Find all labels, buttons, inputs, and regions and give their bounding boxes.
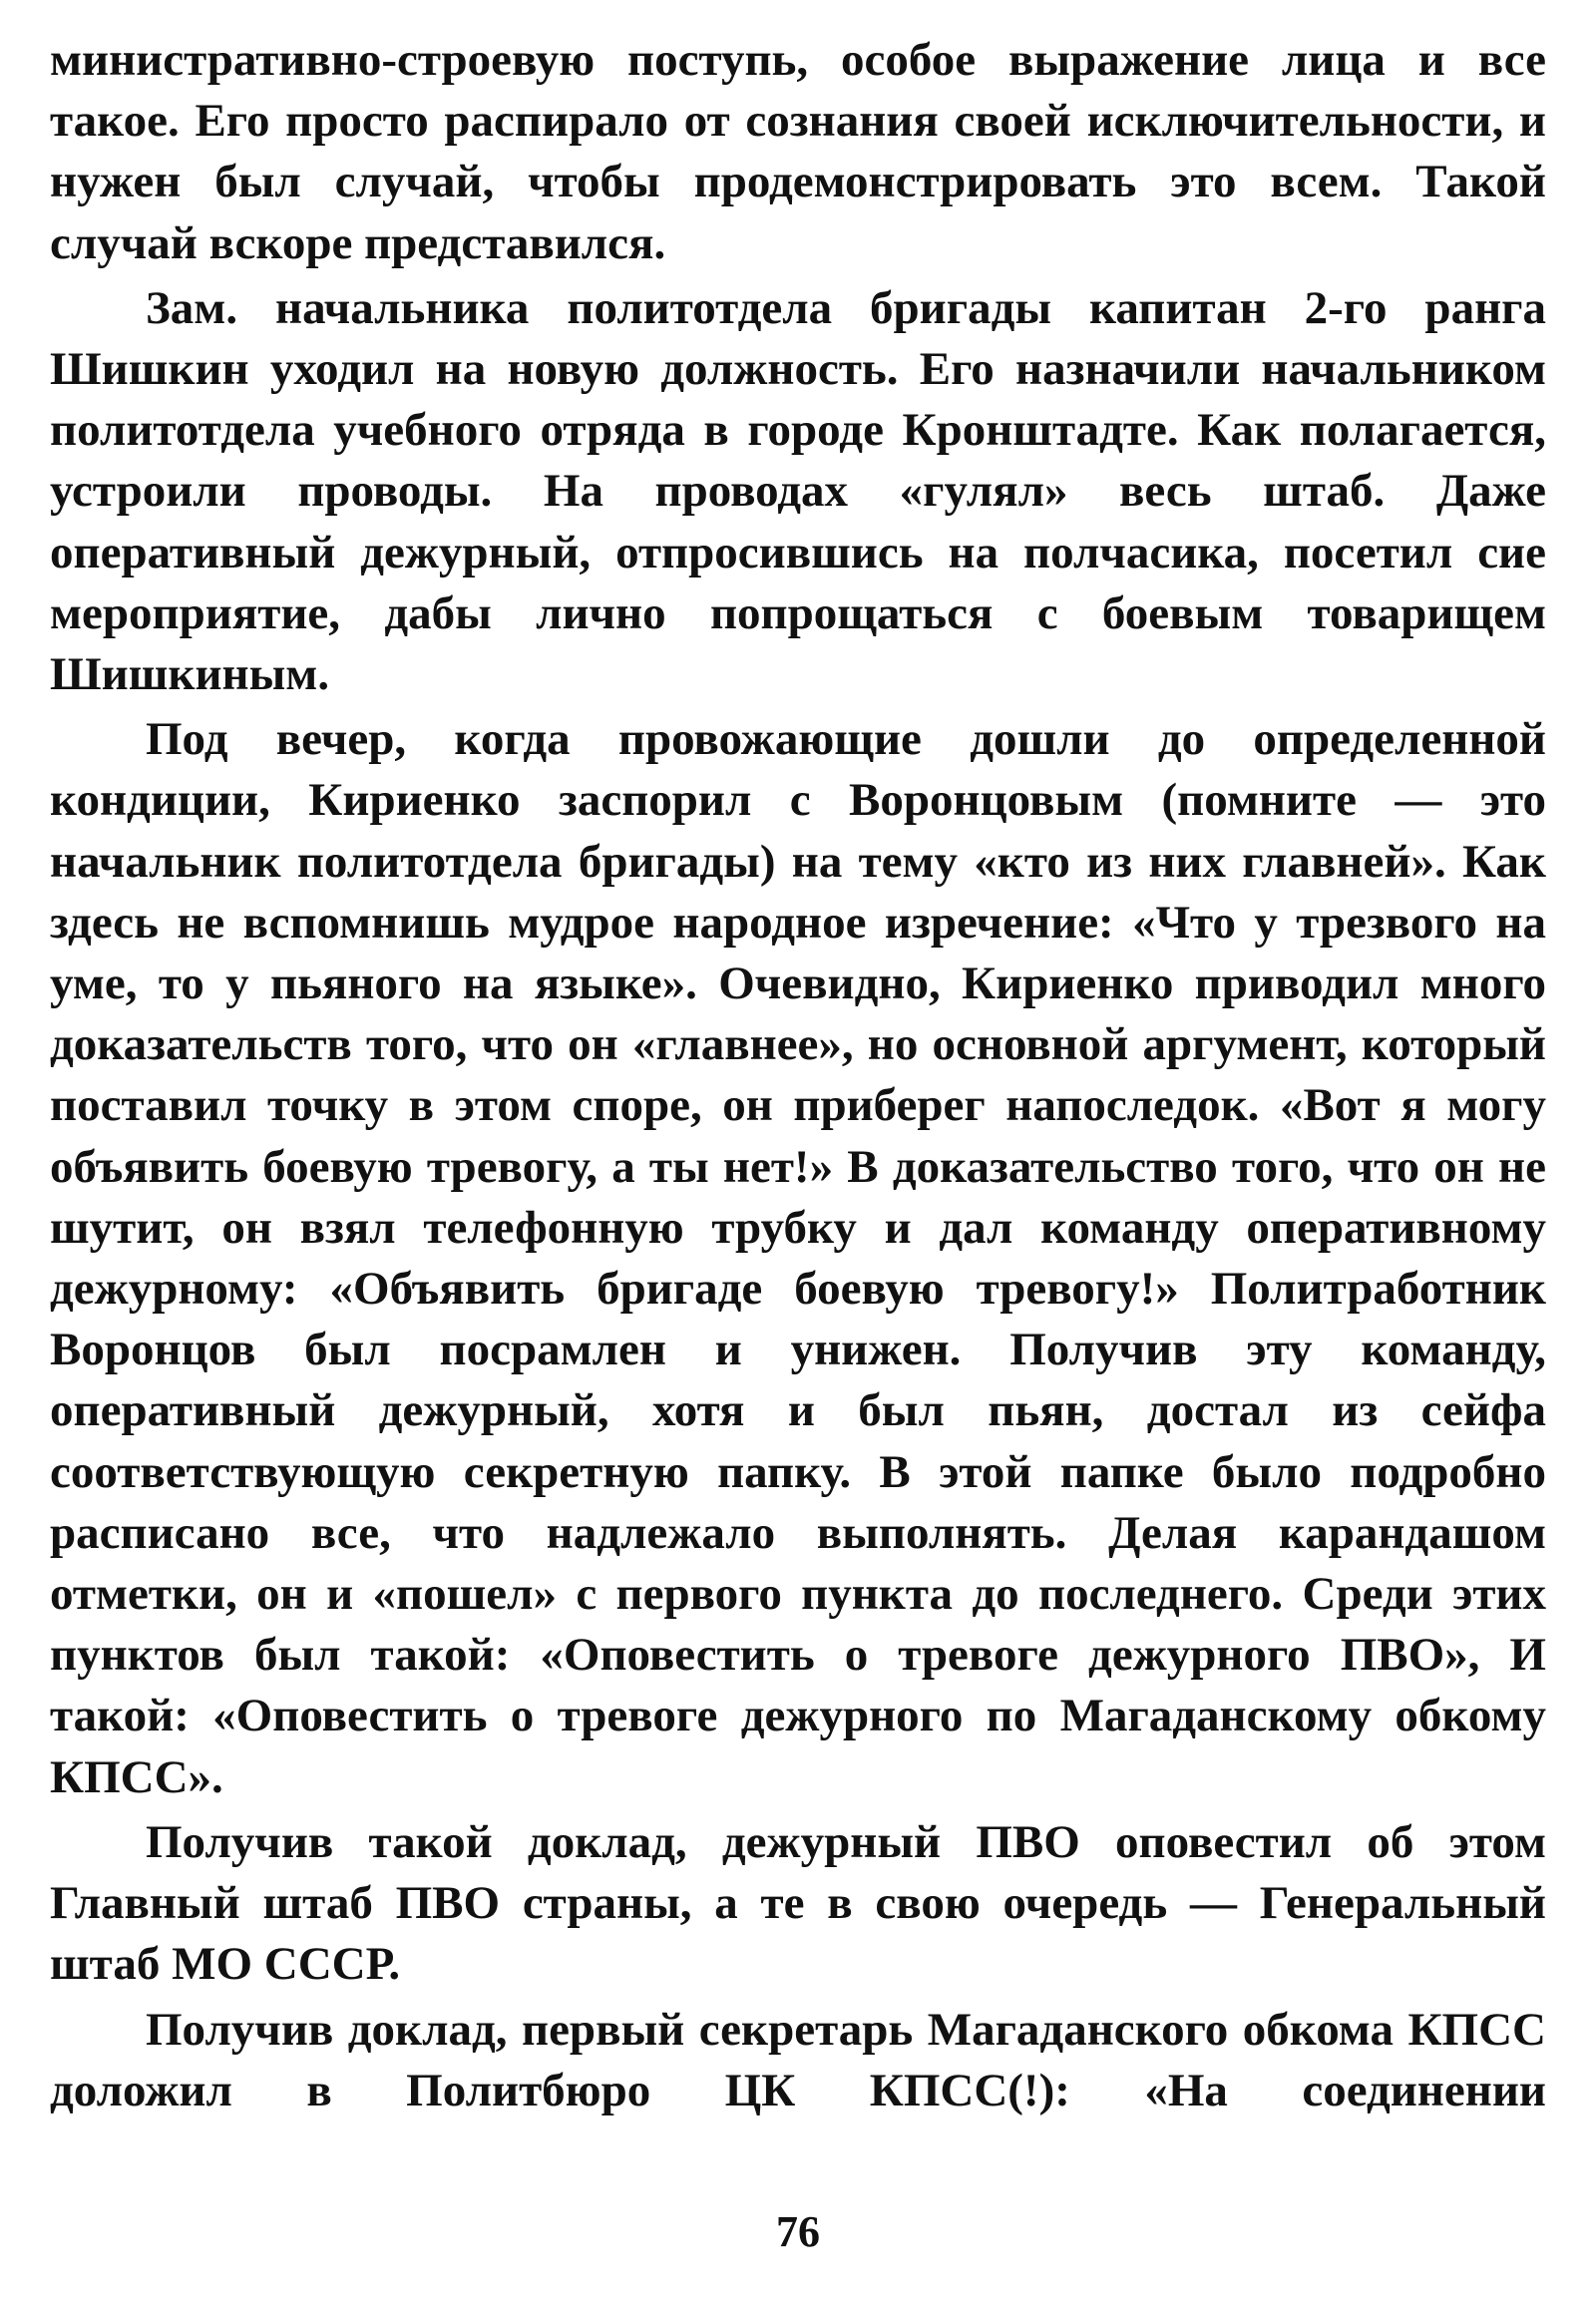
page-body [50,30,1546,2125]
paragraph-4: Получив такой доклад, дежурный ПВО оповестил об этом Главный штаб ПВО страны, а те в свою очередь — Генеральный штаб МО СССР. [50,1815,1546,1991]
paragraph-1: министративно-строевую поступь, особое выражение лица и все такое. Его просто распирало от сознания своей исключительности, и нужен был случай, чтобы продемонстрировать это всем. Такой случай вскоре представился. [50,34,1546,269]
paragraph-2: Зам. начальника политотдела бригады капитан 2-го ранга Шишкин уходил на новую должность. Его назначили начальником политотдела учебного отряда в городе Кронштадте. Как полагается, устроили проводы. На проводах «гулял» весь штаб. Даже оперативный дежурный, отпросившись на полчасика, посетил сие мероприятие, дабы лично попрощаться с боевым товарищем Шишкиным. [50,281,1546,701]
paragraph-3: Под вечер, когда провожающие дошли до определенной кондиции, Кириенко заспорил с Воронцовым (помните — это начальник политотдела бригады) на тему «кто из них главней». Как здесь не вспомнишь мудрое народное изречение: «Что у трезвого на уме, то у пьяного на языке». Очевидно, Кириенко приводил много доказательств того, что он «главнее», но основной аргумент, который поставил точку в этом споре, он приберег напоследок. «Вот я могу объявить боевую тревогу, а ты нет!» В доказательство того, что он не шутит, он взял телефонную трубку и дал команду оперативному дежурному: «Объявить бригаде боевую тревогу!» Политработник Воронцов был посрамлен и унижен. Получив эту команду, оперативный дежурный, хотя и был пьян, достал из сейфа соответствующую секретную папку. В этой папке было подробно расписано все, что надлежало выполнять. Делая карандашом отметки, он и «пошел» с первого пункта до последнего. Среди этих пунктов был такой: «Оповестить о тревоге дежурного ПВО», И такой: «Оповестить о тревоге дежурного по Магаданскому обкому КПСС». [50,713,1546,1803]
paragraph-5: Получив доклад, первый секретарь Магаданского обкома КПСС доложил в Политбюро ЦК КПСС(!): «На соединении [50,2003,1546,2116]
page-number: 76 [776,2207,820,2256]
